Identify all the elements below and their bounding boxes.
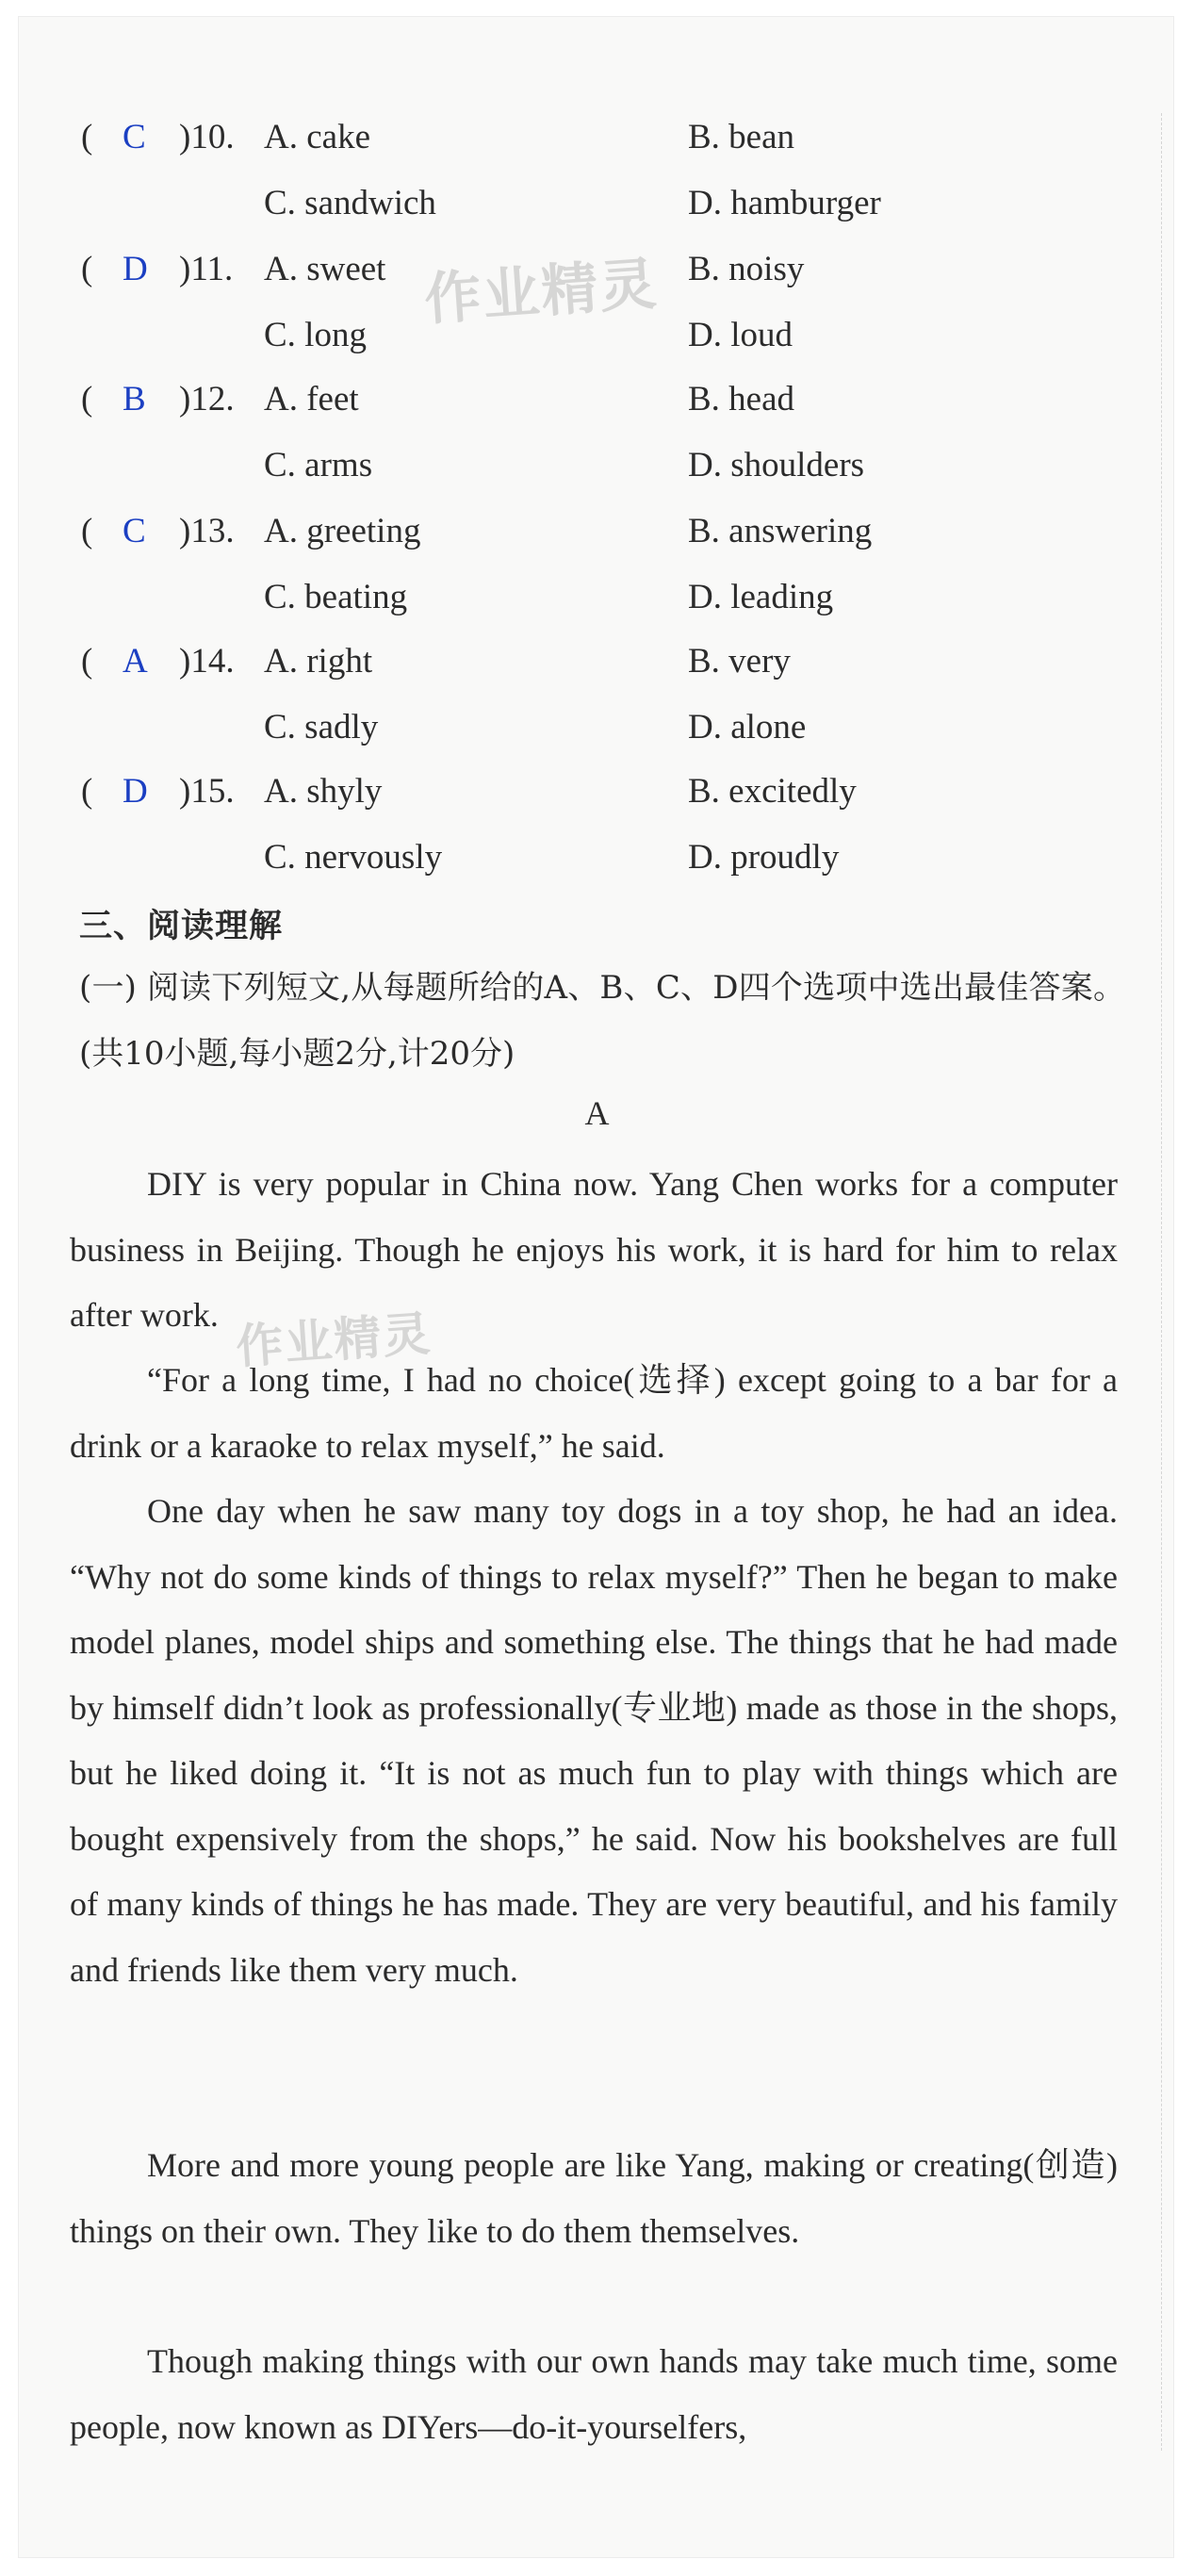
answer-mark: A (123, 642, 148, 681)
answer-mark: C (123, 512, 146, 550)
option-b: B. very (688, 642, 791, 681)
option-b: B. excitedly (688, 772, 857, 811)
paragraph: One day when he saw many toy dogs in a toy shop, he had an idea. “Why not do some kinds of things to relax myself?” Then he began to make model planes, model ships and something else. The things that he had made by himself didn’t look as professionally(专业地) made as those in the shops, but he liked doing it. “It is not as much fun to play with things which are bought expensively from the shops,” he said. Now his bookshelves are full of many kinds of things he has made. They are very beautiful, and his family and friends like them very much. (70, 1492, 1118, 1989)
option-c: C. long (264, 316, 367, 354)
answer-mark: C (123, 118, 146, 156)
option-a: A. shyly (264, 772, 383, 811)
option-c: C. arms (264, 446, 373, 484)
option-a: A. right (264, 642, 373, 681)
question-number: )11. (179, 250, 234, 288)
option-a: A. greeting (264, 512, 421, 550)
passage-label: A (584, 1094, 610, 1132)
section-title: 三、阅读理解 (79, 908, 284, 945)
option-b: B. bean (688, 118, 795, 156)
option-b: B. head (688, 380, 795, 418)
open-paren: ( (81, 380, 93, 418)
open-paren: ( (81, 118, 93, 156)
watermark: 作业精灵 (422, 251, 661, 334)
question-number: )14. (179, 642, 235, 681)
option-d: D. leading (688, 578, 834, 616)
question-number: )12. (179, 380, 235, 418)
question-number: )13. (179, 512, 235, 550)
answer-mark: D (123, 772, 148, 811)
open-paren: ( (81, 772, 93, 811)
option-d: D. shoulders (688, 446, 865, 484)
option-a: A. cake (264, 118, 370, 156)
option-c: C. nervously (264, 838, 443, 877)
watermark: 作业精灵 (234, 1305, 434, 1375)
question-number: )10. (179, 118, 235, 156)
option-b: B. noisy (688, 250, 805, 288)
instruction-text: (一) 阅读下列短文,从每题所给的A、B、C、D四个选项中选出最佳答案。(共10小题,每小题2分,计20分) (79, 969, 1125, 1073)
option-d: D. proudly (688, 838, 840, 877)
answer-mark: D (123, 250, 148, 288)
option-c: C. sadly (264, 708, 379, 747)
option-b: B. answering (688, 512, 873, 550)
open-paren: ( (81, 512, 93, 550)
answer-mark: B (123, 380, 146, 418)
option-d: D. hamburger (688, 184, 881, 222)
paragraph: DIY is very popular in China now. Yang Chen works for a computer business in Beijing. Though he enjoys his work, it is hard for him to relax after work. (70, 1165, 1118, 1334)
page-edge-mark (1161, 113, 1166, 2451)
paragraph: Though making things with our own hands may take much time, some people, now known as DIYers—do-it-yourselfers, (70, 2342, 1118, 2446)
option-c: C. beating (264, 578, 408, 616)
paragraph: “For a long time, I had no choice(选择) except going to a bar for a drink or a karaoke to relax myself,” he said. (70, 1361, 1118, 1465)
open-paren: ( (81, 642, 93, 681)
option-c: C. sandwich (264, 184, 436, 222)
option-d: D. loud (688, 316, 793, 354)
option-d: D. alone (688, 708, 807, 747)
option-a: A. feet (264, 380, 359, 418)
question-number: )15. (179, 772, 235, 811)
open-paren: ( (81, 250, 93, 288)
paragraph: More and more young people are like Yang, making or creating(创造) things on their own. They like to do them themselves. (70, 2146, 1118, 2250)
option-a: A. sweet (264, 250, 386, 288)
